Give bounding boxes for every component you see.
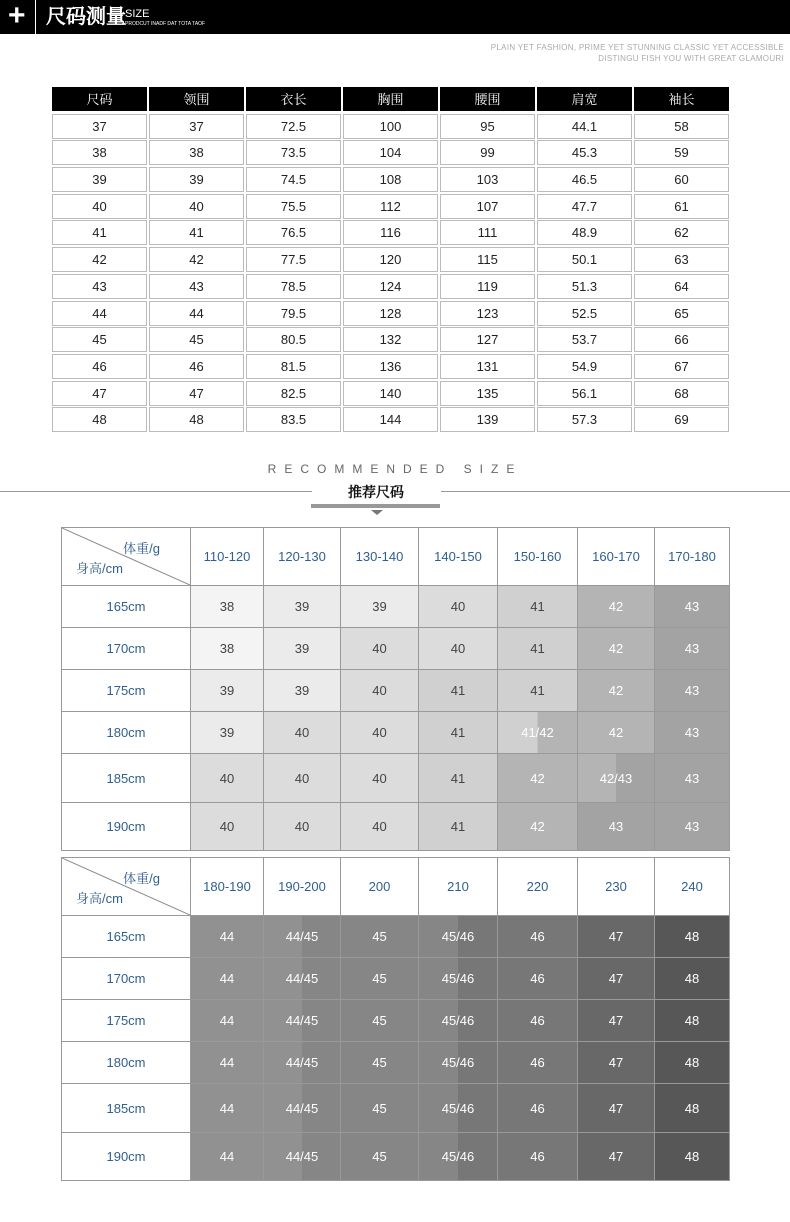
weight-header: 190-200 — [263, 858, 340, 915]
size-cell: 44/45 — [263, 1133, 340, 1180]
table-cell: 37 — [149, 114, 244, 139]
recommended-size-table-1 — [61, 527, 730, 851]
table-cell: 56.1 — [537, 381, 632, 406]
size-cell: 39 — [263, 670, 340, 711]
table-cell: 77.5 — [246, 247, 341, 272]
divider — [441, 491, 790, 492]
table-cell: 132 — [343, 327, 438, 352]
table-row — [62, 915, 729, 957]
table-row — [52, 220, 731, 247]
weight-header: 130-140 — [340, 528, 418, 585]
size-cell: 40 — [340, 803, 418, 850]
table-cell: 58 — [634, 114, 729, 139]
size-cell: 48 — [654, 1000, 729, 1041]
size-cell: 44 — [190, 1000, 263, 1041]
table-cell: 136 — [343, 354, 438, 379]
size-cell: 41 — [418, 712, 497, 753]
table-cell: 41 — [52, 220, 147, 245]
table-cell: 45.3 — [537, 140, 632, 165]
table-cell: 57.3 — [537, 407, 632, 432]
table-cell: 128 — [343, 301, 438, 326]
height-label: 185cm — [106, 770, 146, 786]
table-cell: 47 — [149, 381, 244, 406]
divider — [0, 491, 312, 492]
height-label: 175cm — [106, 1013, 146, 1028]
weight-header: 240 — [654, 858, 729, 915]
size-cell: 47 — [577, 1000, 654, 1041]
size-cell: 41 — [497, 628, 577, 669]
size-cell: 40 — [340, 754, 418, 802]
table-cell: 99 — [440, 140, 535, 165]
height-label: 180cm — [106, 1055, 146, 1070]
size-cell: 44 — [190, 958, 263, 999]
table-cell: 79.5 — [246, 301, 341, 326]
table-cell: 38 — [149, 140, 244, 165]
section-size-label: SIZE — [125, 8, 150, 20]
size-cell: 47 — [577, 1042, 654, 1083]
size-cell: 42 — [497, 754, 577, 802]
table-cell: 43 — [52, 274, 147, 299]
column-header: 腰围 — [440, 87, 535, 111]
height-label: 180cm — [106, 725, 146, 740]
size-cell: 41 — [418, 670, 497, 711]
slogan — [491, 42, 784, 64]
section-subtitle: PRODCUT INADF DAT TOTA TAOF — [125, 21, 206, 27]
table-row — [52, 114, 731, 141]
table-cell: 47 — [52, 381, 147, 406]
table-cell: 39 — [149, 167, 244, 192]
size-cell: 46 — [497, 958, 577, 999]
recommended-title-en: RECOMMENDED SIZE — [267, 462, 523, 476]
table-cell: 42 — [52, 247, 147, 272]
size-cell: 40 — [418, 628, 497, 669]
size-cell: 46 — [497, 1133, 577, 1180]
weight-header: 150-160 — [497, 528, 577, 585]
table-cell: 40 — [52, 194, 147, 219]
size-cell: 38 — [190, 628, 263, 669]
table-cell: 69 — [634, 407, 729, 432]
size-cell: 44 — [190, 1133, 263, 1180]
table-header-row — [62, 528, 729, 585]
table-cell: 111 — [440, 220, 535, 245]
table-cell: 45 — [149, 327, 244, 352]
triangle-down-icon — [371, 510, 383, 515]
table-cell: 115 — [440, 247, 535, 272]
size-cell: 45 — [340, 1133, 418, 1180]
table-cell: 116 — [343, 220, 438, 245]
corner-height-label: 身高/cm — [76, 561, 123, 576]
size-cell: 43 — [654, 754, 729, 802]
size-cell: 39 — [263, 628, 340, 669]
table-row — [62, 999, 729, 1041]
table-cell: 107 — [440, 194, 535, 219]
title-underline — [311, 504, 440, 508]
table-row — [52, 140, 731, 167]
table-cell: 119 — [440, 274, 535, 299]
size-cell: 45 — [340, 1042, 418, 1083]
size-cell: 42/43 — [577, 754, 654, 802]
table-cell: 74.5 — [246, 167, 341, 192]
size-cell: 45/46 — [418, 916, 497, 957]
table-cell: 83.5 — [246, 407, 341, 432]
table-row — [62, 627, 729, 669]
table-cell: 103 — [440, 167, 535, 192]
weight-header: 180-190 — [190, 858, 263, 915]
slogan-line: PLAIN YET FASHION, PRIME YET STUNNING CLASSIC YET ACCESSIBLE — [490, 43, 784, 52]
divider — [35, 0, 36, 34]
table-cell: 68 — [634, 381, 729, 406]
table-cell: 72.5 — [246, 114, 341, 139]
size-cell: 40 — [190, 803, 263, 850]
size-cell: 42 — [577, 670, 654, 711]
recommended-title: 推荐尺码 — [348, 484, 404, 500]
corner-weight-label: 体重/g — [123, 541, 160, 556]
table-cell: 127 — [440, 327, 535, 352]
table-cell: 44 — [52, 301, 147, 326]
table-cell: 81.5 — [246, 354, 341, 379]
weight-header: 200 — [340, 858, 418, 915]
size-cell: 39 — [190, 670, 263, 711]
table-row — [62, 802, 729, 850]
table-row — [62, 711, 729, 753]
table-cell: 48.9 — [537, 220, 632, 245]
size-cell: 42 — [577, 628, 654, 669]
size-cell: 40 — [340, 670, 418, 711]
height-label: 170cm — [106, 971, 146, 986]
size-cell: 46 — [497, 916, 577, 957]
table-cell: 44.1 — [537, 114, 632, 139]
size-cell: 48 — [654, 1084, 729, 1132]
weight-header: 170-180 — [654, 528, 729, 585]
size-cell: 45/46 — [418, 1084, 497, 1132]
corner-header — [62, 858, 190, 915]
table-cell: 44 — [149, 301, 244, 326]
size-cell: 45/46 — [418, 1000, 497, 1041]
table-cell: 41 — [149, 220, 244, 245]
size-cell: 47 — [577, 958, 654, 999]
size-cell: 42 — [497, 803, 577, 850]
table-cell: 135 — [440, 381, 535, 406]
section-title: 尺码测量 — [46, 6, 126, 28]
table-cell: 100 — [343, 114, 438, 139]
table-row — [62, 957, 729, 999]
table-cell: 123 — [440, 301, 535, 326]
table-cell: 37 — [52, 114, 147, 139]
size-cell: 43 — [654, 586, 729, 627]
table-cell: 75.5 — [246, 194, 341, 219]
size-cell: 44 — [190, 1084, 263, 1132]
size-cell: 40 — [340, 712, 418, 753]
size-cell: 48 — [654, 958, 729, 999]
size-cell: 46 — [497, 1042, 577, 1083]
size-cell: 45/46 — [418, 958, 497, 999]
table-cell: 42 — [149, 247, 244, 272]
column-header: 衣长 — [246, 87, 341, 111]
table-row — [62, 585, 729, 627]
table-row — [52, 274, 731, 301]
table-cell: 144 — [343, 407, 438, 432]
table-cell: 39 — [52, 167, 147, 192]
table-cell: 47.7 — [537, 194, 632, 219]
table-header-row — [52, 87, 731, 114]
column-header: 胸围 — [343, 87, 438, 111]
table-cell: 124 — [343, 274, 438, 299]
table-cell: 46 — [149, 354, 244, 379]
table-cell: 51.3 — [537, 274, 632, 299]
weight-header: 210 — [418, 858, 497, 915]
table-cell: 65 — [634, 301, 729, 326]
table-cell: 104 — [343, 140, 438, 165]
size-cell: 44/45 — [263, 958, 340, 999]
size-cell: 44 — [190, 1042, 263, 1083]
size-cell: 40 — [263, 754, 340, 802]
table-cell: 48 — [52, 407, 147, 432]
table-cell: 78.5 — [246, 274, 341, 299]
size-cell: 43 — [654, 803, 729, 850]
table-cell: 108 — [343, 167, 438, 192]
weight-header: 230 — [577, 858, 654, 915]
table-cell: 43 — [149, 274, 244, 299]
table-cell: 46 — [52, 354, 147, 379]
table-cell: 67 — [634, 354, 729, 379]
corner-height-label: 身高/cm — [76, 891, 123, 906]
table-row — [52, 194, 731, 221]
table-cell: 66 — [634, 327, 729, 352]
table-cell: 53.7 — [537, 327, 632, 352]
size-cell: 47 — [577, 1084, 654, 1132]
table-cell: 52.5 — [537, 301, 632, 326]
plus-icon: + — [8, 0, 26, 32]
table-cell: 61 — [634, 194, 729, 219]
table-cell: 140 — [343, 381, 438, 406]
size-cell: 39 — [190, 712, 263, 753]
height-label: 165cm — [106, 599, 146, 614]
table-cell: 80.5 — [246, 327, 341, 352]
size-cell: 44/45 — [263, 916, 340, 957]
size-cell: 40 — [190, 754, 263, 802]
slogan-line: DISTINGU FISH YOU WITH GREAT GLAMOURI — [598, 54, 784, 63]
table-row — [62, 1132, 729, 1180]
table-row — [52, 327, 731, 354]
column-header: 领围 — [149, 87, 244, 111]
height-label: 165cm — [106, 929, 146, 944]
size-cell: 43 — [577, 803, 654, 850]
height-label: 175cm — [106, 683, 146, 698]
size-cell: 43 — [654, 628, 729, 669]
size-cell: 41 — [497, 670, 577, 711]
size-cell: 40 — [418, 586, 497, 627]
size-cell: 48 — [654, 916, 729, 957]
size-cell: 48 — [654, 1042, 729, 1083]
weight-header: 220 — [497, 858, 577, 915]
size-cell: 47 — [577, 916, 654, 957]
size-cell: 38 — [190, 586, 263, 627]
table-cell: 112 — [343, 194, 438, 219]
size-cell: 45 — [340, 958, 418, 999]
size-cell: 44/45 — [263, 1042, 340, 1083]
size-cell: 43 — [654, 712, 729, 753]
size-cell: 45/46 — [418, 1133, 497, 1180]
table-cell: 64 — [634, 274, 729, 299]
size-cell: 45 — [340, 916, 418, 957]
section-header — [0, 0, 790, 34]
weight-header: 120-130 — [263, 528, 340, 585]
size-cell: 40 — [340, 628, 418, 669]
table-cell: 60 — [634, 167, 729, 192]
table-row — [52, 167, 731, 194]
size-cell: 46 — [497, 1000, 577, 1041]
height-label: 190cm — [106, 1149, 146, 1164]
weight-header: 140-150 — [418, 528, 497, 585]
table-cell: 120 — [343, 247, 438, 272]
table-cell: 73.5 — [246, 140, 341, 165]
weight-header: 160-170 — [577, 528, 654, 585]
table-cell: 45 — [52, 327, 147, 352]
size-cell: 46 — [497, 1084, 577, 1132]
table-row — [52, 301, 731, 328]
table-cell: 131 — [440, 354, 535, 379]
column-header: 肩宽 — [537, 87, 632, 111]
size-cell: 41 — [418, 754, 497, 802]
column-header: 尺码 — [52, 87, 147, 111]
table-cell: 63 — [634, 247, 729, 272]
weight-header: 110-120 — [190, 528, 263, 585]
table-cell: 46.5 — [537, 167, 632, 192]
size-cell: 45 — [340, 1000, 418, 1041]
size-cell: 41/42 — [497, 712, 577, 753]
table-row — [52, 381, 731, 408]
size-cell: 44/45 — [263, 1000, 340, 1041]
table-row — [52, 407, 731, 434]
height-label: 170cm — [106, 641, 146, 656]
measurement-table — [52, 87, 731, 434]
size-cell: 40 — [263, 712, 340, 753]
table-row — [62, 1041, 729, 1083]
column-header: 袖长 — [634, 87, 729, 111]
table-cell: 95 — [440, 114, 535, 139]
table-cell: 38 — [52, 140, 147, 165]
size-cell: 41 — [418, 803, 497, 850]
table-header-row — [62, 858, 729, 915]
table-row — [62, 753, 729, 802]
size-cell: 42 — [577, 586, 654, 627]
table-cell: 59 — [634, 140, 729, 165]
corner-header — [62, 528, 190, 585]
size-cell: 47 — [577, 1133, 654, 1180]
table-row — [62, 669, 729, 711]
table-cell: 82.5 — [246, 381, 341, 406]
size-cell: 44 — [190, 916, 263, 957]
table-cell: 76.5 — [246, 220, 341, 245]
table-cell: 139 — [440, 407, 535, 432]
size-cell: 45 — [340, 1084, 418, 1132]
table-cell: 40 — [149, 194, 244, 219]
size-cell: 45/46 — [418, 1042, 497, 1083]
size-cell: 39 — [340, 586, 418, 627]
size-cell: 44/45 — [263, 1084, 340, 1132]
height-label: 190cm — [106, 819, 146, 834]
size-cell: 39 — [263, 586, 340, 627]
recommended-size-table-2 — [61, 857, 730, 1181]
table-row — [52, 354, 731, 381]
table-cell: 54.9 — [537, 354, 632, 379]
size-cell: 48 — [654, 1133, 729, 1180]
size-cell: 41 — [497, 586, 577, 627]
table-cell: 50.1 — [537, 247, 632, 272]
table-row — [52, 247, 731, 274]
table-row — [62, 1083, 729, 1132]
height-label: 185cm — [106, 1100, 146, 1116]
size-cell: 40 — [263, 803, 340, 850]
size-cell: 42 — [577, 712, 654, 753]
corner-weight-label: 体重/g — [123, 871, 160, 886]
size-cell: 43 — [654, 670, 729, 711]
table-cell: 62 — [634, 220, 729, 245]
table-cell: 48 — [149, 407, 244, 432]
